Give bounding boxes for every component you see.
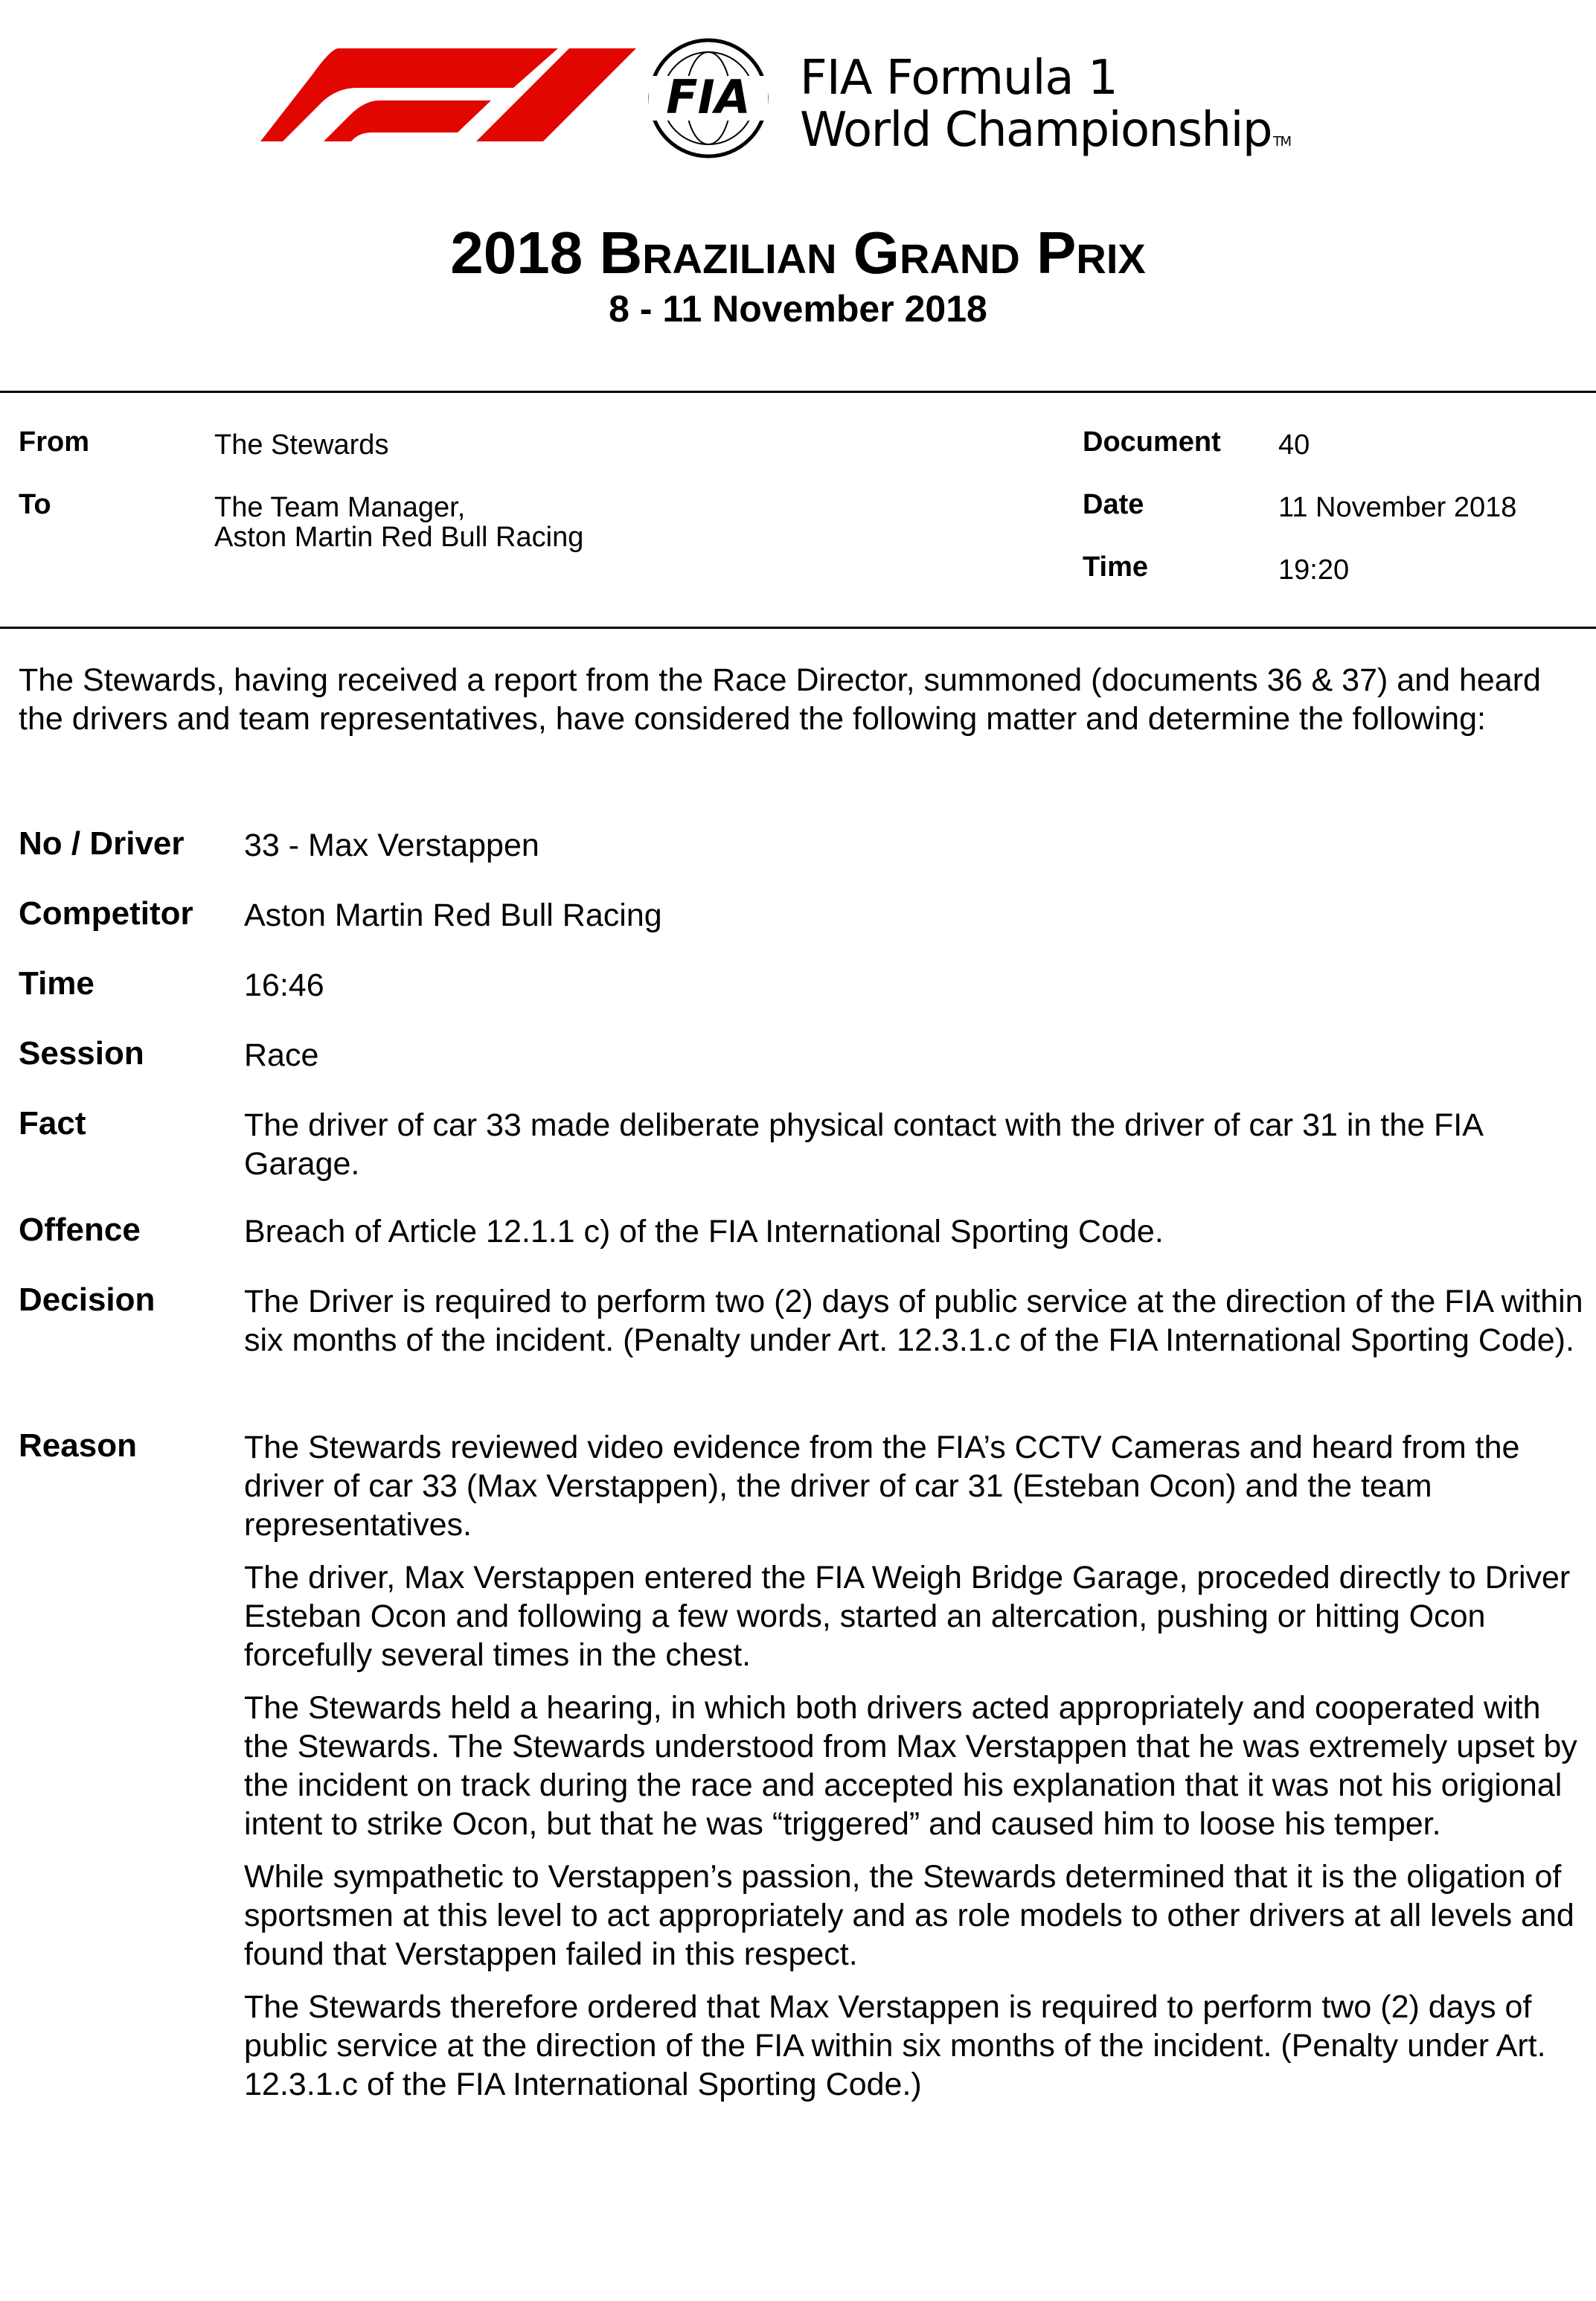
fact-label: Fact: [19, 1105, 86, 1142]
date-value: 11 November 2018: [1278, 492, 1517, 523]
reason-paragraph: The Stewards reviewed video evidence from the FIA’s CCTV Cameras and heard from the driver of car 33 (Max Verstappen), the driver of car 31 (Esteban Ocon) and the team representatives.: [244, 1430, 1520, 1543]
time-row-label: Time: [19, 965, 94, 1002]
driver-label: No / Driver: [19, 825, 185, 862]
f1-logo: [260, 45, 647, 149]
fact-value: The driver of car 33 made deliberate physical contact with the driver of car 31 in the FIA Garage.: [244, 1107, 1482, 1182]
to-label: To: [19, 489, 51, 520]
from-value: The Stewards: [214, 429, 389, 461]
reason-label: Reason: [19, 1427, 137, 1464]
fia-seal-text: FIA: [666, 70, 751, 124]
to-value-line1: The Team Manager,: [214, 492, 466, 523]
from-label: From: [19, 426, 89, 458]
time-label: Time: [1083, 551, 1149, 583]
time-row-value: 16:46: [244, 967, 324, 1003]
decision-value: The Driver is required to perform two (2) days of public service at the direction of the FIA within six months of the incident. (Penalty under Art. 12.3.1.c of the FIA International Sporting Code).: [244, 1284, 1583, 1358]
event-title-word-3: Prix: [1036, 220, 1146, 286]
decision-label: Decision: [19, 1281, 156, 1318]
session-label: Session: [19, 1035, 144, 1072]
to-value-line2: Aston Martin Red Bull Racing: [214, 522, 584, 553]
event-title-word-2: Grand: [853, 220, 1020, 286]
event-title-block: [0, 220, 1596, 331]
intro-paragraph: The Stewards, having received a report from the Race Director, summoned (documents 36 & 37) and heard the drivers and team representatives, have considered the following matter and determine the following:: [19, 662, 1541, 737]
header-logos: [260, 37, 1391, 164]
offence-label: Offence: [19, 1212, 141, 1248]
document-label: Document: [1083, 426, 1221, 458]
competitor-value: Aston Martin Red Bull Racing: [244, 897, 662, 933]
reason-paragraph: The Stewards therefore ordered that Max Verstappen is required to perform two (2) days of public service at the direction of the FIA within six months of the incident. (Penalty under Art. 12.3.1.c of the FIA International Sporting Code.): [244, 1989, 1546, 2102]
session-value: Race: [244, 1037, 319, 1073]
competitor-label: Competitor: [19, 895, 193, 932]
driver-value: 33 - Max Verstappen: [244, 828, 539, 863]
championship-line2: [800, 104, 1395, 168]
event-dates: 8 - 11 November 2018: [609, 288, 987, 330]
event-title: [0, 220, 1596, 287]
fia-seal-logo: [632, 37, 785, 160]
championship-name: [800, 52, 1395, 164]
document-value: 40: [1278, 429, 1310, 461]
date-label: Date: [1083, 489, 1144, 520]
event-title-year: 2018: [450, 220, 583, 286]
reason-paragraph: While sympathetic to Verstappen’s passion, the Stewards determined that it is the oligation of sportsmen at this level to act appropriately and as role models to other drivers at all levels and found that Verstappen failed in this respect.: [244, 1859, 1574, 1972]
time-value: 19:20: [1278, 554, 1350, 586]
reason-block: [244, 1428, 1583, 2118]
trademark-mark: TM: [1273, 134, 1291, 150]
divider-top: [0, 391, 1596, 393]
championship-line1: FIA Formula 1: [800, 51, 1118, 106]
reason-paragraph: The Stewards held a hearing, in which both drivers acted appropriately and cooperated with the Stewards. The Stewards understood from Max Verstappen that he was extremely upset by the incident on track during the race and accepted his explanation that it was not his origional intent to strike Ocon, but that he was “triggered” and caused him to loose his temper.: [244, 1690, 1577, 1842]
divider-bottom: [0, 627, 1596, 629]
championship-line2-text: World Championship: [800, 103, 1272, 158]
event-title-word-1: Brazilian: [599, 220, 837, 286]
reason-paragraph: The driver, Max Verstappen entered the FIA Weigh Bridge Garage, proceded directly to Driver Esteban Ocon and following a few words, started an altercation, pushing or hitting Ocon forcefully several times in the chest.: [244, 1560, 1571, 1673]
offence-value: Breach of Article 12.1.1 c) of the FIA International Sporting Code.: [244, 1214, 1164, 1249]
